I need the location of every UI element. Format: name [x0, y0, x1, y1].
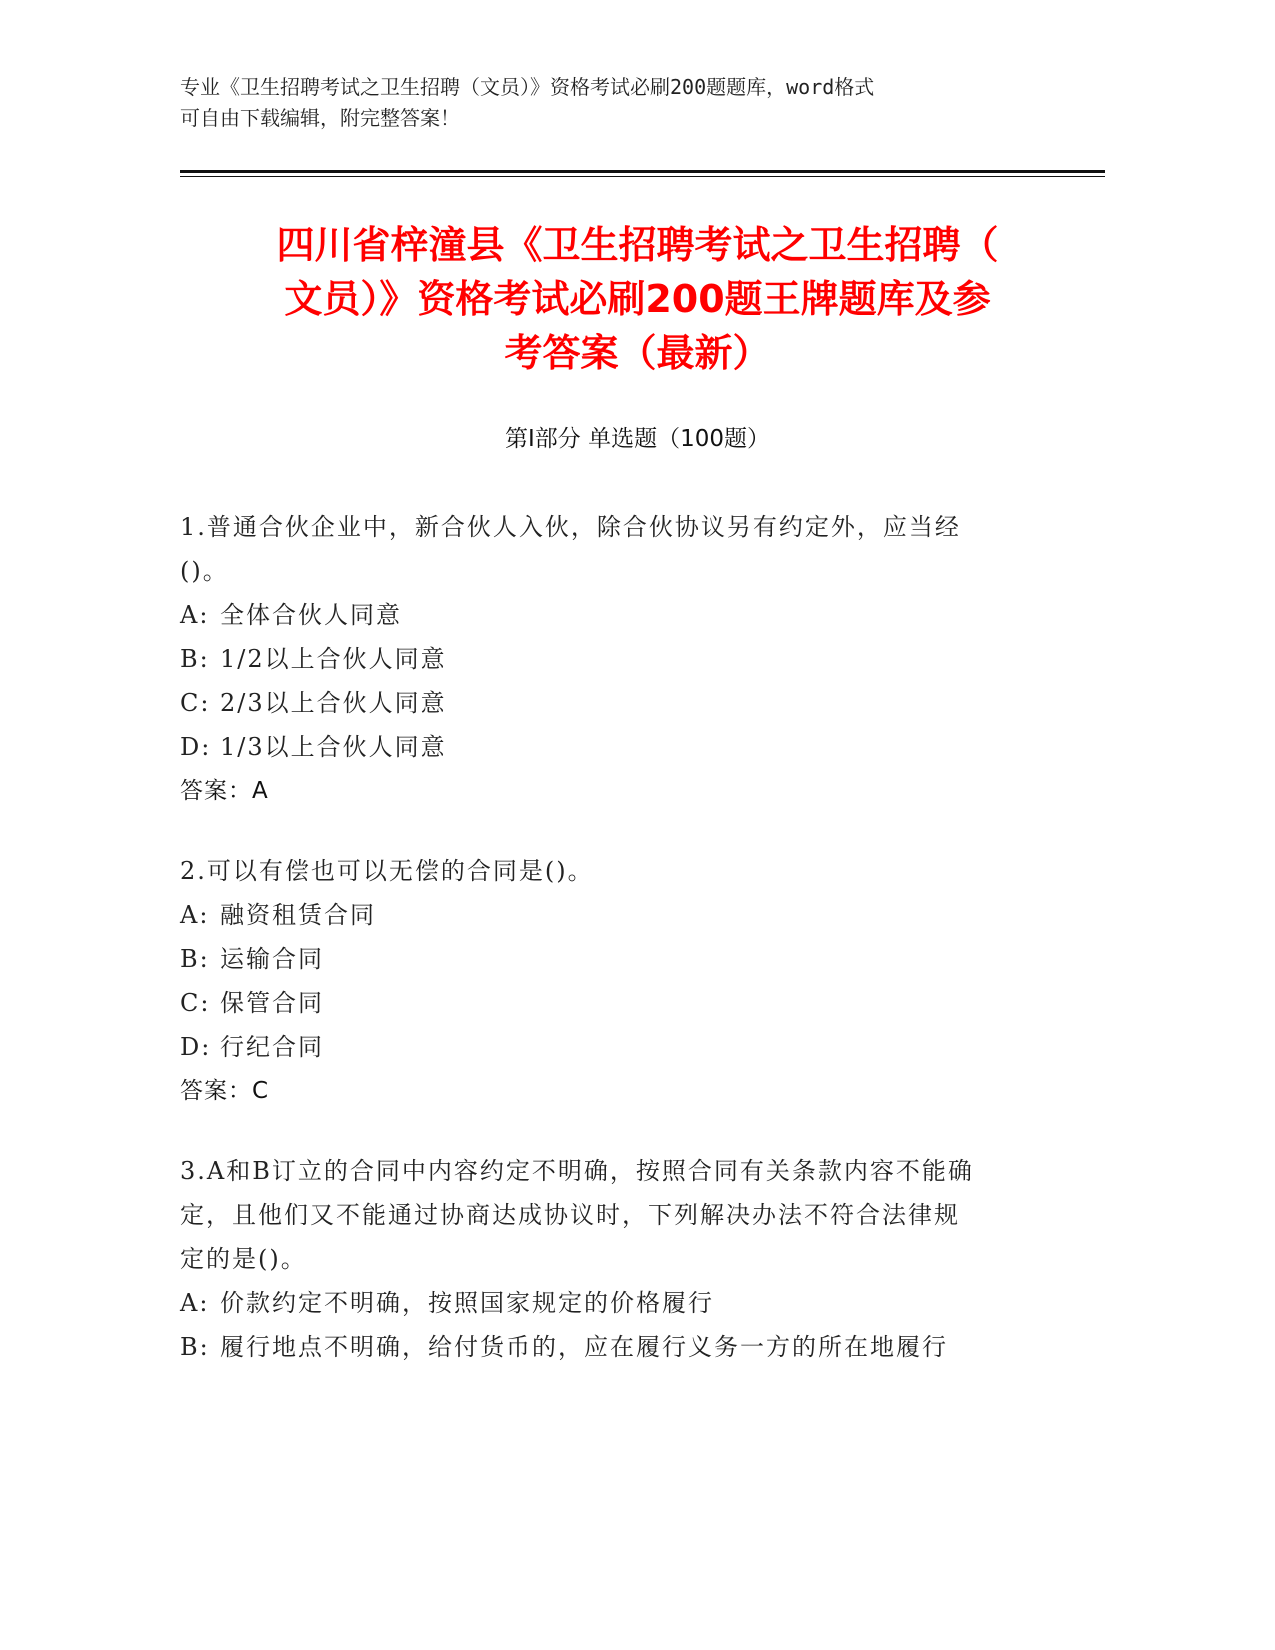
option-key: C:	[180, 689, 211, 717]
answer-line: 答案：A	[180, 778, 269, 804]
option-text: 履行地点不明确，给付货币的，应在履行义务一方的所在地履行	[220, 1333, 948, 1361]
option-text: 1/3以上合伙人同意	[220, 733, 447, 761]
answer-line: 答案：C	[180, 1078, 270, 1104]
question-2	[180, 849, 1080, 1113]
option-c	[180, 981, 1080, 1025]
question-3	[180, 1149, 1080, 1369]
option-text: 保管合同	[220, 989, 324, 1017]
option-key: C:	[180, 989, 211, 1017]
option-key: B:	[180, 1333, 210, 1361]
header-note-line: 可自由下载编辑，附完整答案！	[180, 106, 460, 130]
option-c	[180, 681, 1080, 725]
option-text: 行纪合同	[220, 1033, 324, 1061]
option-b	[180, 937, 1080, 981]
question-stem: 定的是()。	[180, 1245, 307, 1273]
question-1	[180, 505, 1080, 813]
option-text: 融资租赁合同	[220, 901, 376, 929]
option-key: D:	[180, 733, 212, 761]
option-text: 1/2以上合伙人同意	[220, 645, 447, 673]
option-b	[180, 1325, 1080, 1369]
option-text: 运输合同	[220, 945, 324, 973]
option-a	[180, 593, 1080, 637]
question-list	[180, 505, 1080, 1405]
option-key: D:	[180, 1033, 212, 1061]
header-divider-thin	[180, 176, 1105, 177]
question-stem: 定，且他们又不能通过协商达成协议时，下列解决办法不符合法律规	[180, 1201, 960, 1229]
question-stem: 3.A和B订立的合同中内容约定不明确，按照合同有关条款内容不能确	[180, 1157, 974, 1185]
option-b	[180, 637, 1080, 681]
header-note	[180, 72, 1060, 134]
option-key: A:	[180, 601, 210, 629]
option-key: B:	[180, 645, 210, 673]
document-title	[120, 218, 1155, 380]
section-title: 第I部分 单选题（100题）	[505, 426, 770, 452]
question-stem: 1.普通合伙企业中，新合伙人入伙，除合伙协议另有约定外，应当经	[180, 513, 961, 541]
header-note-line: 专业《卫生招聘考试之卫生招聘（文员）》资格考试必刷200题题库，word格式	[180, 75, 875, 99]
option-text: 2/3以上合伙人同意	[220, 689, 447, 717]
option-d	[180, 1025, 1080, 1069]
document-title-line: 考答案（最新）	[504, 331, 771, 375]
question-stem: 2.可以有偿也可以无偿的合同是()。	[180, 857, 594, 885]
document-title-line: 文员）》资格考试必刷200题王牌题库及参	[284, 277, 991, 321]
option-text: 价款约定不明确，按照国家规定的价格履行	[220, 1289, 714, 1317]
option-key: A:	[180, 1289, 210, 1317]
option-a	[180, 1281, 1080, 1325]
question-stem: ()。	[180, 557, 229, 585]
option-d	[180, 725, 1080, 769]
option-a	[180, 893, 1080, 937]
option-key: B:	[180, 945, 210, 973]
header-divider-thick	[180, 170, 1105, 173]
option-key: A:	[180, 901, 210, 929]
document-title-line: 四川省梓潼县《卫生招聘考试之卫生招聘（	[276, 223, 999, 267]
option-text: 全体合伙人同意	[220, 601, 402, 629]
